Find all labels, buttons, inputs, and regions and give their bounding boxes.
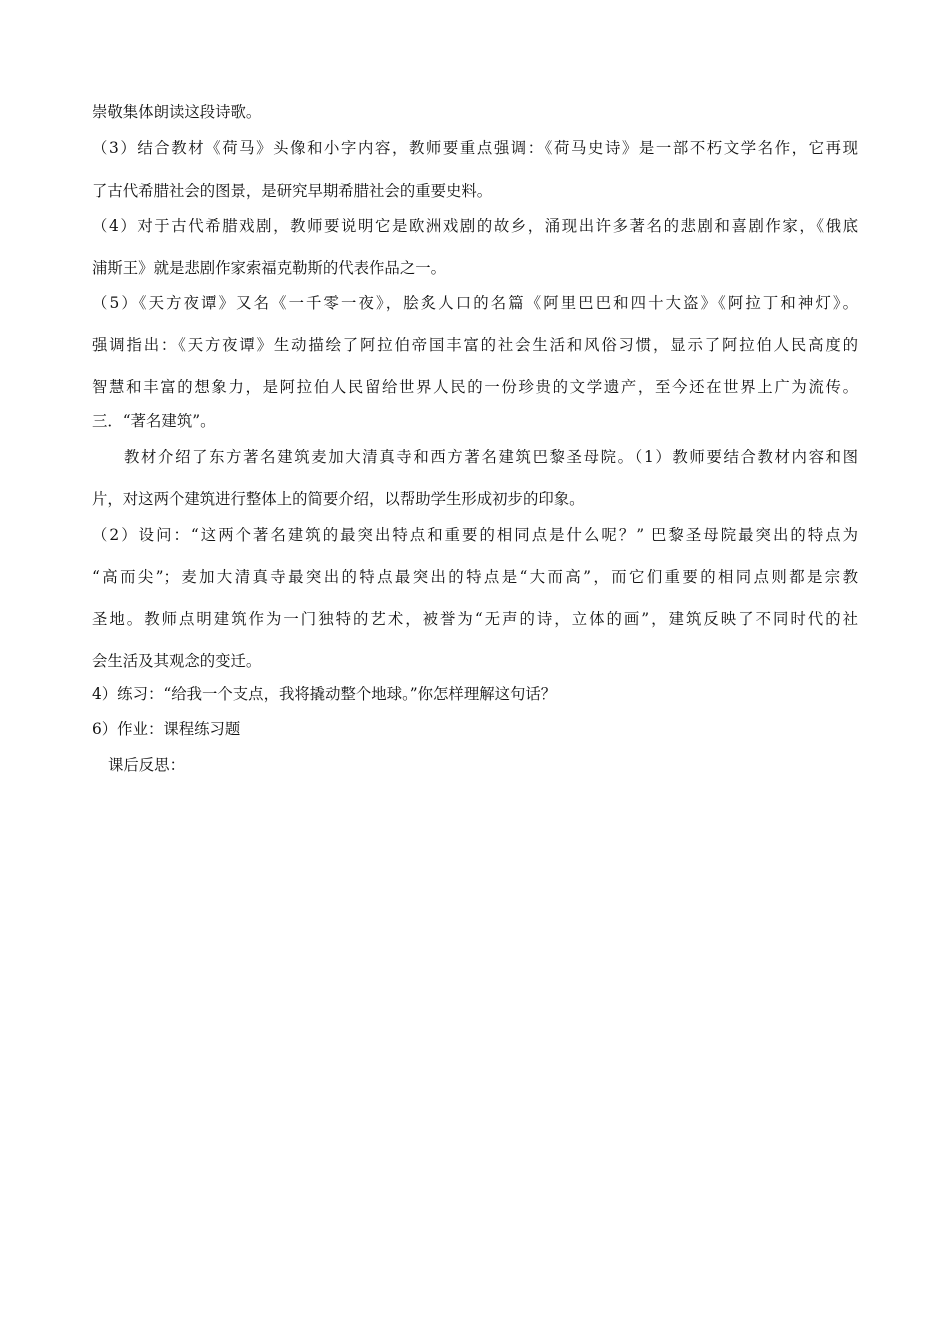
text-line-5: 浦斯王》就是悲剧作家索福克勒斯的代表作品之一。 — [92, 259, 446, 277]
section-heading: 三．“著名建筑”。 — [92, 412, 216, 430]
text-line-4: （4）对于古代希腊戏剧，教师要说明它是欧洲戏剧的故乡，涌现出许多著名的悲剧和喜剧作家，《俄底 — [92, 217, 858, 235]
text-line-7: 强调指出：《天方夜谭》生动描绘了阿拉伯帝国丰富的社会生活和风俗习惯，显示了阿拉伯人民高度的 — [92, 336, 858, 354]
text-line-3: 了古代希腊社会的图景，是研究早期希腊社会的重要史料。 — [92, 182, 493, 200]
text-line-6: （5）《天方夜谭》又名《一千零一夜》，脍炙人口的名篇《阿里巴巴和四十大盗》《阿拉丁和神灯》。 — [92, 294, 858, 312]
text-line-12: （2）设问：“这两个著名建筑的最突出特点和重要的相同点是什么呢？” 巴黎圣母院最突出的特点为 — [92, 526, 858, 544]
text-line-15: 会生活及其观念的变迁。 — [92, 652, 262, 670]
text-line-8: 智慧和丰富的想象力，是阿拉伯人民留给世界人民的一份珍贵的文学遗产，至今还在世界上广为流传。 — [92, 378, 858, 396]
reflection-label: 课后反思： — [108, 756, 185, 774]
text-line-14: 圣地。教师点明建筑作为一门独特的艺术，被誉为“无声的诗，立体的画”，建筑反映了不同时代的社 — [92, 610, 858, 628]
text-line-13: “高而尖”；麦加大清真寺最突出的特点最突出的特点是“大而高”，而它们重要的相同点则都是宗教 — [92, 568, 858, 586]
text-line-2: （3）结合教材《荷马》头像和小字内容，教师要重点强调：《荷马史诗》是一部不朽文学名作，它再现 — [92, 139, 858, 157]
exercise-line: 4）练习：“给我一个支点，我将撬动整个地球。”你怎样理解这句话？ — [92, 685, 557, 703]
text-line-1: 崇敬集体朗读这段诗歌。 — [92, 103, 262, 121]
homework-line: 6）作业：课程练习题 — [92, 720, 241, 738]
text-line-10: 教材介绍了东方著名建筑麦加大清真寺和西方著名建筑巴黎圣母院。（1）教师要结合教材内容和图 — [124, 448, 858, 466]
text-line-11: 片，对这两个建筑进行整体上的简要介绍，以帮助学生形成初步的印象。 — [92, 490, 585, 508]
